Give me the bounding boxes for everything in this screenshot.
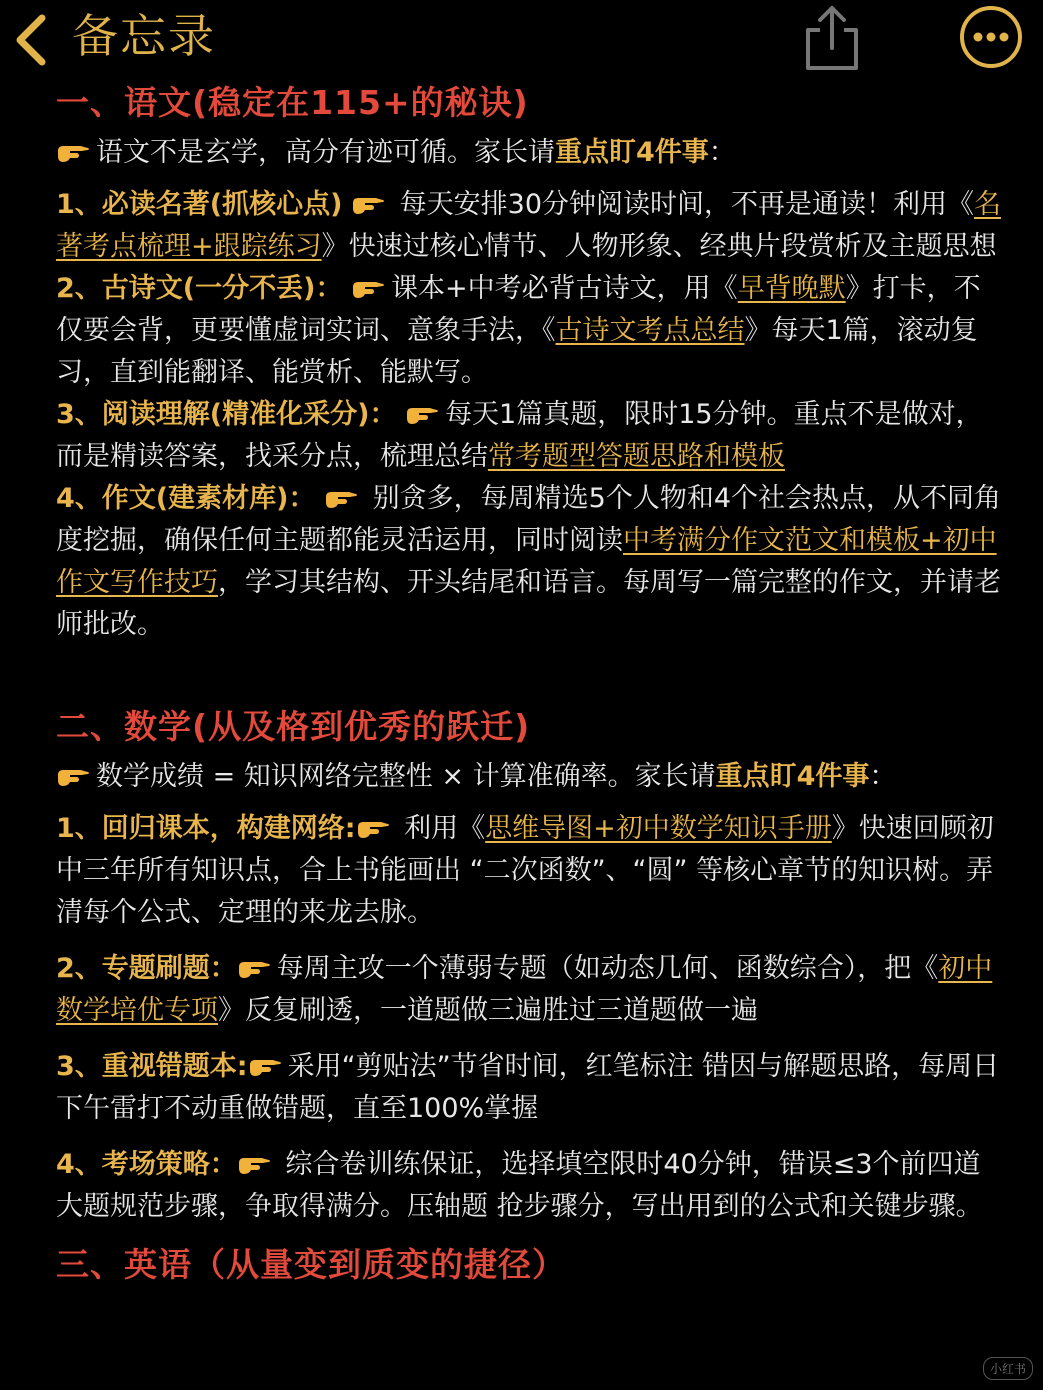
section-title-math: 二、数学(从及格到优秀的跃迁) bbox=[56, 707, 531, 746]
intro-math: 数学成绩 = 知识网络完整性 × 计算准确率。家长请重点盯4件事： bbox=[56, 756, 1006, 798]
app-title: 备忘录 bbox=[72, 9, 216, 63]
pointing-hand-icon bbox=[324, 487, 358, 509]
watermark-logo: 小红书 bbox=[983, 1357, 1033, 1380]
more-options-icon[interactable] bbox=[958, 4, 1024, 70]
pointing-hand-icon bbox=[56, 141, 90, 163]
list-item: 4、作文(建素材库)： 别贪多，每周精选5个人物和4个社会热点，从不同角度挖掘，确保任何主题都能灵活运用，同时阅读中考满分作文范文和模板+初中作文写作技巧，学习其结构、开头结尾和语言。每周写一篇完整的作文，并请老师批改。 bbox=[56, 483, 1002, 640]
list-item: 1、必读名著(抓核心点) 每天安排30分钟阅读时间，不再是通读！利用《名著考点梳理+跟踪练习》快速过核心情节、人物形象、经典片段赏析及主题思想 bbox=[56, 189, 1002, 262]
pointing-hand-icon bbox=[351, 277, 385, 299]
note-body[interactable] bbox=[56, 80, 1006, 1288]
list-item: 2、专题刷题： 每周主攻一个薄弱专题（如动态几何、函数综合），把《初中数学培优专项》反复刷透，一道题做三遍胜过三道题做一遍 bbox=[56, 953, 993, 1026]
spacer bbox=[56, 646, 1006, 704]
link-text[interactable]: 中考满分作文范文和模板+初中作文写作技巧 bbox=[56, 525, 997, 598]
spacer bbox=[56, 1032, 1006, 1046]
share-icon[interactable] bbox=[800, 4, 864, 72]
pointing-hand-icon bbox=[237, 957, 271, 979]
pointing-hand-icon bbox=[351, 193, 385, 215]
list-item: 3、重视错题本: 采用“剪贴法”节省时间，红笔标注 错因与解题思路，每周日下午雷打不动重做错题，直至100%掌握 bbox=[56, 1051, 1000, 1124]
spacer bbox=[56, 1130, 1006, 1144]
link-text[interactable]: 常考题型答题思路和模板 bbox=[488, 441, 785, 472]
pointing-hand-icon bbox=[237, 1153, 271, 1175]
link-text[interactable]: 古诗文考点总结 bbox=[555, 315, 745, 346]
link-text[interactable]: 初中数学培优专项 bbox=[56, 953, 993, 1026]
spacer bbox=[56, 934, 1006, 948]
back-chevron-icon[interactable] bbox=[12, 12, 52, 68]
intro-chinese: 语文不是玄学，高分有迹可循。家长请重点盯4件事： bbox=[56, 132, 1006, 174]
spacer bbox=[56, 1228, 1006, 1242]
pointing-hand-icon bbox=[248, 1055, 282, 1077]
pointing-hand-icon bbox=[56, 765, 90, 787]
pointing-hand-icon bbox=[405, 403, 439, 425]
link-text[interactable]: 思维导图+初中数学知识手册 bbox=[485, 813, 832, 844]
list-item: 4、考场策略： 综合卷训练保证，选择填空限时40分钟，错误≤3个前四道大题规范步骤，争取得满分。压轴题 抢步骤分，写出用到的公式和关键步骤。 bbox=[56, 1149, 983, 1222]
link-text[interactable]: 早背晚默 bbox=[737, 273, 846, 304]
pointing-hand-icon bbox=[356, 817, 390, 839]
list-item: 1、回归课本，构建网络: 利用《思维导图+初中数学知识手册》快速回顾初中三年所有知识点，合上书能画出 “二次函数”、“圆” 等核心章节的知识树。弄清每个公式、定理的来龙去脉。 bbox=[56, 813, 994, 928]
link-text[interactable]: 名著考点梳理+跟踪练习 bbox=[56, 189, 1002, 262]
list-item: 2、古诗文(一分不丢)： 课本+中考必背古诗文，用《早背晚默》打卡，不仅要会背，更要懂虚词实词、意象手法，《古诗文考点总结》每天1篇，滚动复习，直到能翻译、能赏析、能默写。 bbox=[56, 273, 981, 388]
list-item: 3、阅读理解(精准化采分)： 每天1篇真题，限时15分钟。重点不是做对，而是精读答案，找采分点，梳理总结常考题型答题思路和模板 bbox=[56, 399, 983, 472]
section-title-chinese: 一、语文(稳定在115+的秘诀) bbox=[56, 83, 529, 122]
section-title-english: 三、英语（从量变到质变的捷径） bbox=[56, 1245, 566, 1284]
nav-bar bbox=[0, 0, 1043, 80]
